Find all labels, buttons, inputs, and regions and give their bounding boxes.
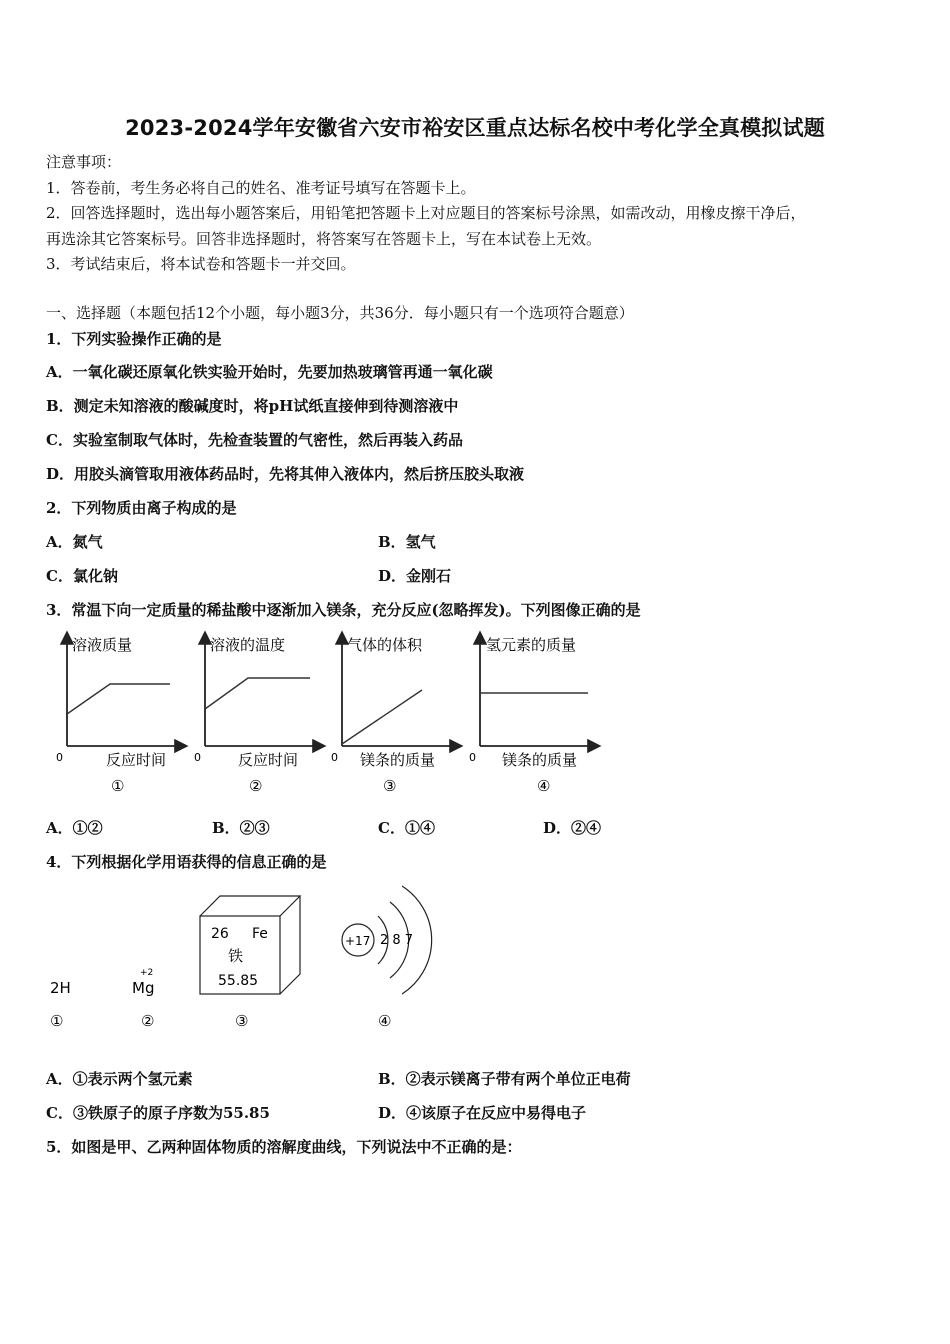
graph-1-number: ① <box>111 777 125 795</box>
element-number: 26 <box>211 926 229 942</box>
graph-2 <box>194 634 323 795</box>
element-symbol: Fe <box>252 926 268 942</box>
q4-label-2: ② <box>141 1012 155 1030</box>
q3-option-c: C．①④ <box>378 819 435 837</box>
element-name: 铁 <box>228 947 244 965</box>
graph-4-number: ④ <box>537 777 551 795</box>
q3-graphs <box>40 628 620 803</box>
q1-stem: 1．下列实验操作正确的是 <box>46 330 222 348</box>
graph-2-xlabel: 反应时间 <box>238 751 299 769</box>
graph-3-origin: 0 <box>331 751 338 764</box>
note-item: 2．回答选择题时，选出每小题答案后，用铅笔把答题卡上对应题目的答案标号涂黑，如需改动，用橡皮擦干净后， <box>46 204 806 222</box>
notes-heading: 注意事项： <box>46 153 122 171</box>
graph-3-ylabel: 气体的体积 <box>347 636 423 654</box>
atom-nucleus-charge: +17 <box>345 934 371 948</box>
q2-option-a: A．氮气 <box>46 533 103 551</box>
q1-option-b: B．测定未知溶液的酸碱度时，将pH试纸直接伸到待测溶液中 <box>46 397 459 415</box>
q4-2h: 2H <box>50 979 71 997</box>
q4-figure <box>40 878 440 1038</box>
element-mass: 55.85 <box>218 973 259 989</box>
q2-option-c: C．氯化钠 <box>46 567 118 585</box>
q4-mg-charge: +2 <box>140 968 154 978</box>
graph-1-ylabel: 溶液质量 <box>72 636 133 654</box>
q1-option-d: D．用胶头滴管取用液体药品时，先将其伸入液体内，然后挤压胶头取液 <box>46 465 525 483</box>
graph-1-curve <box>67 684 170 714</box>
graph-3 <box>331 634 460 795</box>
graph-4-origin: 0 <box>469 751 476 764</box>
note-item: 1．答卷前，考生务必将自己的姓名、准考证号填写在答题卡上。 <box>46 179 476 197</box>
q4-option-a: A．①表示两个氢元素 <box>46 1070 193 1088</box>
q4-label-1: ① <box>50 1012 64 1030</box>
graph-2-origin: 0 <box>194 751 201 764</box>
graph-3-xlabel: 镁条的质量 <box>360 751 436 769</box>
q1-option-c: C．实验室制取气体时，先检查装置的气密性，然后再装入药品 <box>46 431 463 449</box>
q3-option-a: A．①② <box>46 819 103 837</box>
graph-1-origin: 0 <box>56 751 63 764</box>
graph-4-xlabel: 镁条的质量 <box>502 751 578 769</box>
graph-1 <box>56 634 185 795</box>
q3-option-b: B．②③ <box>212 819 270 837</box>
graph-2-curve <box>205 678 310 709</box>
q4-mg: Mg <box>132 979 155 997</box>
q2-option-d: D．金刚石 <box>378 567 452 585</box>
graph-2-ylabel: 溶液的温度 <box>210 636 286 654</box>
section-heading: 一、选择题（本题包括12个小题，每小题3分，共36分．每小题只有一个选项符合题意） <box>46 304 634 322</box>
graph-4 <box>469 634 598 795</box>
graph-3-number: ③ <box>383 777 397 795</box>
q4-label-3: ③ <box>235 1012 249 1030</box>
q4-label-4: ④ <box>378 1012 392 1030</box>
q4-option-c: C．③铁原子的原子序数为55.85 <box>46 1104 270 1122</box>
q5-stem: 5．如图是甲、乙两种固体物质的溶解度曲线，下列说法中不正确的是： <box>46 1138 522 1156</box>
note-item: 3．考试结束后，将本试卷和答题卡一并交回。 <box>46 255 356 273</box>
graph-2-number: ② <box>249 777 263 795</box>
note-item: 再选涂其它答案标号。回答非选择题时，将答案写在答题卡上，写在本试卷上无效。 <box>46 230 602 248</box>
atom-shell-electrons: 2 8 7 <box>380 933 414 948</box>
graph-3-curve <box>342 690 422 744</box>
q4-option-b: B．②表示镁离子带有两个单位正电荷 <box>378 1070 631 1088</box>
q2-stem: 2．下列物质由离子构成的是 <box>46 499 237 517</box>
q1-option-a: A．一氧化碳还原氧化铁实验开始时，先要加热玻璃管再通一氧化碳 <box>46 363 493 381</box>
graph-4-ylabel: 氢元素的质量 <box>486 636 577 654</box>
q3-option-d: D．②④ <box>543 819 602 837</box>
q4-option-d: D．④该原子在反应中易得电子 <box>378 1104 587 1122</box>
q3-stem: 3．常温下向一定质量的稀盐酸中逐渐加入镁条，充分反应(忽略挥发)。下列图像正确的是 <box>46 601 641 619</box>
page-title: 2023-2024学年安徽省六安市裕安区重点达标名校中考化学全真模拟试题 <box>125 116 825 140</box>
q2-option-b: B．氢气 <box>378 533 436 551</box>
q4-stem: 4．下列根据化学用语获得的信息正确的是 <box>46 853 327 871</box>
graph-1-xlabel: 反应时间 <box>106 751 167 769</box>
